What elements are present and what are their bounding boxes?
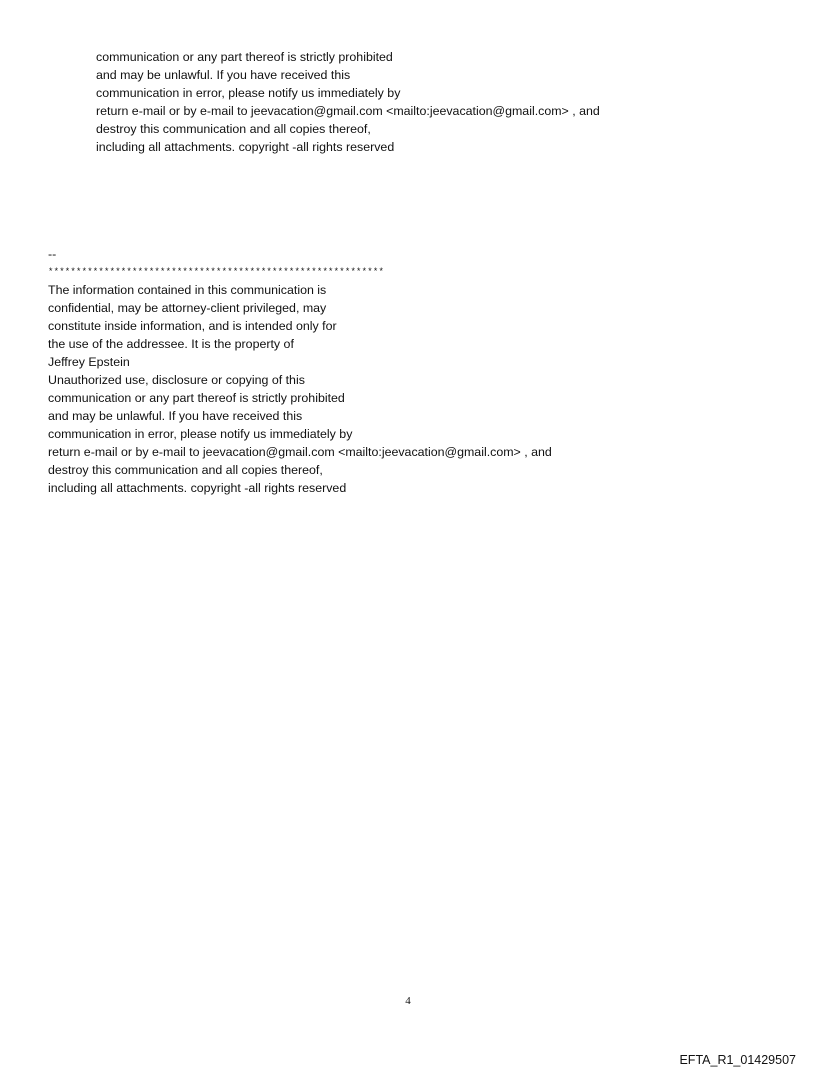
page-number: 4 xyxy=(405,995,411,1007)
text-line: return e-mail or by e-mail to jeevacation@gmail.com <mailto:jeevacation@gmail.com> , and xyxy=(48,445,552,459)
text-line: Unauthorized use, disclosure or copying of this xyxy=(48,373,305,387)
text-line: and may be unlawful. If you have received this xyxy=(48,409,303,423)
text-line: constitute inside information, and is intended only for xyxy=(48,319,337,333)
separator-stars: ************************************************************ xyxy=(48,267,385,277)
quoted-disclaimer-fragment xyxy=(96,48,600,156)
text-line: communication or any part thereof is strictly prohibited xyxy=(48,391,345,405)
text-line: the use of the addressee. It is the property of xyxy=(48,337,294,351)
text-line: Jeffrey Epstein xyxy=(48,355,130,369)
text-line: including all attachments. copyright -all rights reserved xyxy=(96,140,395,154)
separator-dashes: -- xyxy=(48,247,57,261)
confidentiality-disclaimer xyxy=(48,245,552,497)
text-line: The information contained in this communication is xyxy=(48,283,327,297)
text-line: including all attachments. copyright -all rights reserved xyxy=(48,481,347,495)
text-line: destroy this communication and all copies thereof, xyxy=(48,463,323,477)
text-line: communication in error, please notify us immediately by xyxy=(48,427,353,441)
text-line: destroy this communication and all copies thereof, xyxy=(96,122,371,136)
text-line: and may be unlawful. If you have received this xyxy=(96,68,351,82)
text-line: confidential, may be attorney-client privileged, may xyxy=(48,301,327,315)
text-line: communication or any part thereof is strictly prohibited xyxy=(96,50,393,64)
text-line: return e-mail or by e-mail to jeevacation@gmail.com <mailto:jeevacation@gmail.com> , and xyxy=(96,104,600,118)
text-line: communication in error, please notify us immediately by xyxy=(96,86,401,100)
document-id: EFTA_R1_01429507 xyxy=(679,1053,796,1067)
